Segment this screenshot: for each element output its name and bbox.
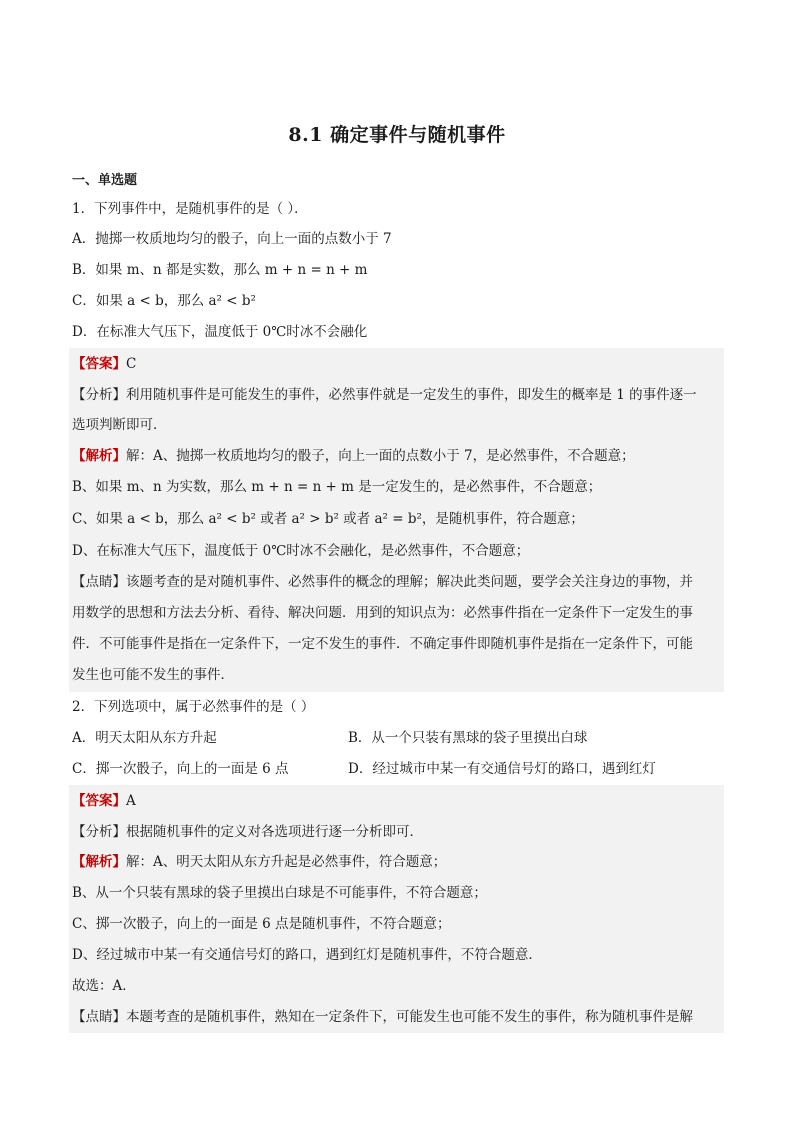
solution-text: 解：A、抛掷一枚质地均匀的骰子，向上一面的点数小于 7，是必然事件，不合题意； bbox=[126, 448, 635, 464]
q2-options-row-1 bbox=[72, 723, 724, 753]
q2-solution-line-2: B、从一个只装有黑球的袋子里摸出白球是不可能事件，不符合题意； bbox=[72, 885, 487, 901]
q2-stem: 2．下列选项中，属于必然事件的是（ ） bbox=[72, 699, 315, 715]
comment-tag: 【点睛】 bbox=[72, 1009, 126, 1025]
q2-solution-line-4: D、经过城市中某一有交通信号灯的路口，遇到红灯是随机事件，不符合题意． bbox=[72, 947, 542, 963]
q1-comment-line-2: 用数学的思想和方法去分析、看待、解决问题．用到的知识点为：必然事件指在一定条件下一定发生的事 bbox=[72, 605, 693, 621]
q2-comment-line-1 bbox=[72, 1002, 724, 1032]
section-heading: 一、单选题 bbox=[72, 173, 138, 188]
q2-solution-line-1 bbox=[72, 847, 724, 877]
q1-solution-line-3: C、如果 a < b，那么 a² < b² 或者 a² > b² 或者 a² = b²，是随机事件，符合题意； bbox=[72, 511, 584, 527]
q2-answer bbox=[72, 786, 724, 816]
q2-option-d: D．经过城市中某一有交通信号灯的路口，遇到红灯 bbox=[348, 761, 656, 777]
solution-tag: 【解析】 bbox=[72, 448, 126, 464]
q1-comment-line-3: 件．不可能事件是指在一定条件下，一定不发生的事件．不确定事件即随机事件是指在一定条件下，可能 bbox=[72, 636, 693, 652]
comment-text: 该题考查的是对随机事件、必然事件的概念的理解；解决此类问题，要学会关注身边的事物，并 bbox=[126, 574, 693, 590]
q2-solution-line-3: C、掷一次骰子，向上的一面是 6 点是随机事件，不符合题意； bbox=[72, 916, 451, 932]
q1-comment-line-1 bbox=[72, 567, 724, 597]
q2-options-row-2 bbox=[72, 754, 724, 784]
page-title: 8.1 确定事件与随机事件 bbox=[288, 124, 506, 146]
analysis-text: 根据随机事件的定义对各选项进行逐一分析即可． bbox=[126, 824, 423, 840]
q1-solution-line-4: D、在标准大气压下，温度低于 0℃时冰不会融化，是必然事件，不合题意； bbox=[72, 543, 530, 559]
q1-solution-line-1 bbox=[72, 441, 724, 471]
analysis-tag: 【分析】 bbox=[72, 387, 126, 403]
answer-tag: 【答案】 bbox=[72, 356, 126, 372]
q1-comment-line-4: 发生也可能不发生的事件． bbox=[72, 667, 234, 683]
analysis-text: 利用随机事件是可能发生的事件，必然事件就是一定发生的事件，即发生的概率是 1 的事件逐一 bbox=[126, 387, 697, 403]
solution-tag: 【解析】 bbox=[72, 854, 126, 870]
q2-option-b: B．从一个只装有黑球的袋子里摸出白球 bbox=[348, 730, 588, 746]
q1-option-a: A．抛掷一枚质地均匀的骰子，向上一面的点数小于 7 bbox=[72, 231, 392, 247]
analysis-tag: 【分析】 bbox=[72, 824, 126, 840]
q2-analysis-line-1 bbox=[72, 817, 724, 847]
answer-value: A bbox=[126, 793, 136, 809]
q2-option-c: C．掷一次骰子，向上的一面是 6 点 bbox=[72, 761, 289, 777]
q1-answer bbox=[72, 349, 724, 379]
q1-analysis-line-2: 选项判断即可． bbox=[72, 417, 167, 433]
q1-analysis-line-1 bbox=[72, 380, 724, 410]
solution-text: 解：A、明天太阳从东方升起是必然事件，符合题意； bbox=[126, 854, 447, 870]
q1-option-b: B．如果 m、n 都是实数，那么 m + n = n + m bbox=[72, 262, 368, 278]
q1-solution-line-2: B、如果 m、n 为实数，那么 m + n = n + m 是一定发生的，是必然事件，不合题意； bbox=[72, 479, 602, 495]
q2-solution-line-5: 故选：A． bbox=[72, 978, 136, 994]
comment-tag: 【点睛】 bbox=[72, 574, 126, 590]
q2-option-a: A．明天太阳从东方升起 bbox=[72, 730, 217, 746]
answer-tag: 【答案】 bbox=[72, 793, 126, 809]
comment-text: 本题考查的是随机事件，熟知在一定条件下，可能发生也可能不发生的事件，称为随机事件是解 bbox=[126, 1009, 693, 1025]
answer-value: C bbox=[126, 356, 137, 372]
q1-option-c: C．如果 a < b，那么 a² < b² bbox=[72, 293, 256, 309]
q1-stem: 1．下列事件中，是随机事件的是（ ）． bbox=[72, 201, 308, 217]
q1-option-d: D．在标准大气压下，温度低于 0℃时冰不会融化 bbox=[72, 324, 368, 340]
